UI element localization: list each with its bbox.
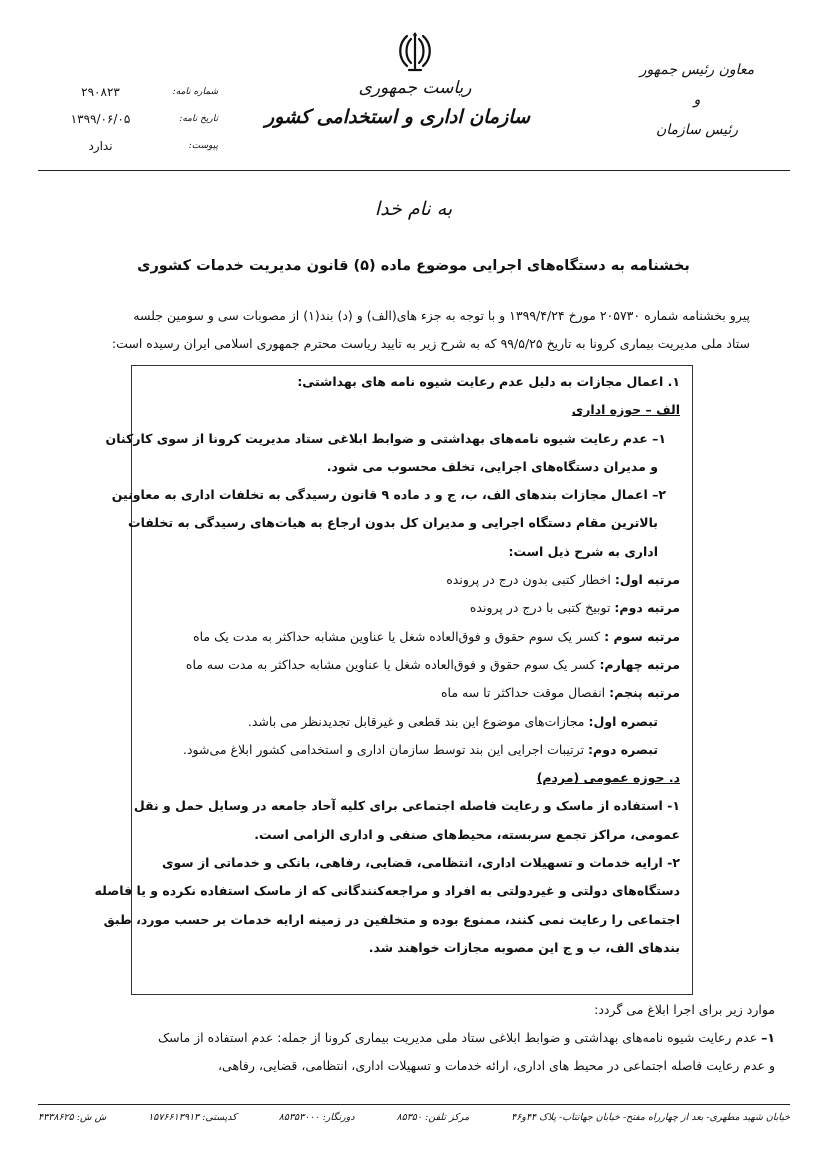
letter-metadata (38, 78, 218, 159)
clause-d2-line: اجتماعی را رعایت نمی کنند، ممنوع بوده و متخلفین در زمینه ارایه خدمات بر حسب مورد، طبق (103, 911, 680, 927)
letter-number-value: ۲۹۰۸۲۳ (81, 84, 120, 99)
section-d-title: د. حوزه عمومی (مردم) (536, 770, 680, 786)
note-label: تبصره دوم: (588, 741, 658, 757)
letter-number-label: شماره نامه: (172, 86, 218, 97)
penalty-text: انفصال موقت حداکثر تا سه ماه (440, 685, 610, 701)
footer-contact (38, 1112, 790, 1123)
directive-continuation: و عدم رعایت فاصله اجتماعی در محیط های اداری، ارائه خدمات و تسهیلات اداری، انتظامی، قضایی، رفاهی، (218, 1058, 775, 1073)
footer-divider (38, 1104, 790, 1105)
note-label: تبصره اول: (588, 713, 658, 729)
resolution-heading: ۱. اعمال مجازات به دلیل عدم رعایت شیوه نامه های بهداشتی: (297, 374, 680, 389)
footer-postal-code: کدپستی: ۱۵۷۶۶۱۳۹۱۳ (148, 1112, 237, 1123)
note-text: مجازات‌های موضوع این بند قطعی و غیرقابل تجدیدنظر می باشد. (247, 713, 589, 729)
letterhead (265, 30, 530, 128)
sender-line-1: معاون رئیس جمهور (639, 62, 755, 78)
directive-item-text: عدم رعایت شیوه نامه‌های بهداشتی و ضوابط ابلاغی ستاد ملی مدیریت بیماری کرونا از جمله: عدم استفاده از ماسک (157, 1030, 762, 1045)
clause-a2-line: بالاترین مقام دستگاه اجرایی و مدیران کل بدون ارجاع به هیات‌های رسیدگی به تخلفات (128, 515, 658, 531)
section-a-title: الف – حوزه اداری (571, 402, 680, 418)
letter-date-value: ۱۳۹۹/۰۶/۰۵ (70, 111, 131, 126)
letter-date-label: تاریخ نامه: (179, 113, 218, 124)
penalty-text: توبیخ کتبی با درج در پرونده (469, 600, 615, 616)
clause-a2-line: اداری به شرح ذیل است: (508, 543, 658, 559)
intro-line: ستاد ملی مدیریت بیماری کرونا به تاریخ ۹۹/۵/۲۵ که به شرح زیر به تایید ریاست محترم جمهوری اسلامی ایران رسیده است: (111, 336, 750, 351)
clause-a2-line: ۲– اعمال مجازات بندهای الف، ب، ج و د ماده ۹ قانون رسیدگی به تخلفات اداری به معاونین (111, 487, 666, 503)
footer-address: خیابان شهید مطهری- بعد از چهارراه مفتح- خیابان جهانتاب- پلاک ۴۴و۴۶ (511, 1112, 790, 1123)
organization-name: سازمان اداری و استخدامی کشور (265, 106, 530, 128)
clause-d1-line: عمومی، مراکز تجمع سربسته، محیط‌های صنفی و اداری الزامی است. (254, 826, 680, 842)
penalty-item (142, 566, 680, 594)
penalty-text: کسر یک سوم حقوق و فوق‌العاده شغل یا عناوین مشابه حداکثر به مدت یک ماه (193, 628, 605, 644)
penalty-item (142, 594, 680, 622)
attachment-label: پیوست: (188, 140, 218, 151)
penalty-item (142, 679, 680, 707)
penalty-label: مرتبه پنجم: (609, 685, 680, 701)
sender-line-3: رئیس سازمان (656, 122, 738, 138)
intro-paragraph (75, 302, 750, 358)
penalty-label: مرتبه چهارم: (599, 656, 680, 672)
letter-date-row (38, 105, 218, 132)
intro-line: پیرو بخشنامه شماره ۲۰۵۷۳۰ مورخ ۱۳۹۹/۴/۲۴ و با توجه به جزء های(الف) و (د) بند(۱) از مصوبات سی و سومین جلسه (133, 308, 750, 323)
footer-fax: دورنگار: ۸۵۳۵۳۰۰۰ (278, 1112, 355, 1123)
penalty-item (142, 623, 680, 651)
note-item (142, 736, 680, 764)
footer-national-id: ش ش: ۴۳۳۸۶۲۵ (38, 1112, 107, 1123)
attachment-value: ندارد (88, 138, 113, 153)
note-text: ترتیبات اجرایی این بند توسط سازمان اداری و استخدامی کشور ابلاغ می‌شود. (182, 741, 589, 757)
clause-a1-line: ۱– عدم رعایت شیوه نامه‌های بهداشتی و ضوابط ابلاغی ستاد مدیریت کرونا از سوی کارکنان (105, 430, 666, 446)
penalty-text: کسر یک سوم حقوق و فوق‌العاده شغل یا عناوین مشابه حداکثر به مدت سه ماه (185, 656, 600, 672)
clause-d1-line: ۱- استفاده از ماسک و رعایت فاصله اجتماعی برای کلیه آحاد جامعه در وسایل حمل و نقل (133, 798, 680, 814)
letter-number-row (38, 78, 218, 105)
clause-d2-line: ۲- ارایه خدمات و تسهیلات اداری، انتظامی، قضایی، رفاهی، بانکی و خدماتی از سوی (162, 855, 680, 871)
resolution-box (94, 365, 693, 995)
document-title: بخشنامه به دستگاه‌های اجرایی موضوع ماده (۵) قانون مدیریت خدمات کشوری (137, 258, 690, 274)
iran-emblem-icon (395, 30, 435, 74)
penalty-item (142, 651, 680, 679)
presidency-label: ریاست جمهوری (358, 78, 472, 98)
footer-phone: مرکز تلفن: ۸۵۳۵۰ (396, 1112, 470, 1123)
basmala: به نام خدا (374, 198, 453, 220)
note-item (142, 708, 680, 736)
directive-intro: موارد زیر برای اجرا ابلاغ می گردد: (594, 1002, 775, 1017)
clause-d2-line: دستگاه‌های دولتی و غیردولتی به افراد و مراجعه‌کنندگانی که از ماسک استفاده نکرده و یا فاصله (94, 883, 680, 899)
sender-line-2: و (693, 92, 701, 108)
penalty-label: مرتبه اول: (614, 572, 680, 588)
penalty-label: مرتبه دوم: (614, 600, 680, 616)
clause-a1-line: و مدیران دستگاه‌های اجرایی، تخلف محسوب می شود. (326, 458, 658, 474)
penalty-text: اخطار کتبی بدون درج در پرونده (446, 572, 615, 588)
section-a-row (142, 396, 680, 424)
directive-paragraph (75, 996, 775, 1080)
sender-title (622, 55, 772, 145)
header-divider (38, 170, 790, 171)
attachment-row (38, 132, 218, 159)
section-d-row (142, 764, 680, 792)
penalty-label: مرتبه سوم : (604, 628, 680, 644)
directive-item-1 (75, 1024, 775, 1052)
clause-d2-line: بندهای الف، ب و ج این مصوبه مجازات خواهند شد. (368, 939, 680, 955)
directive-item-number: ۱– (761, 1030, 775, 1045)
